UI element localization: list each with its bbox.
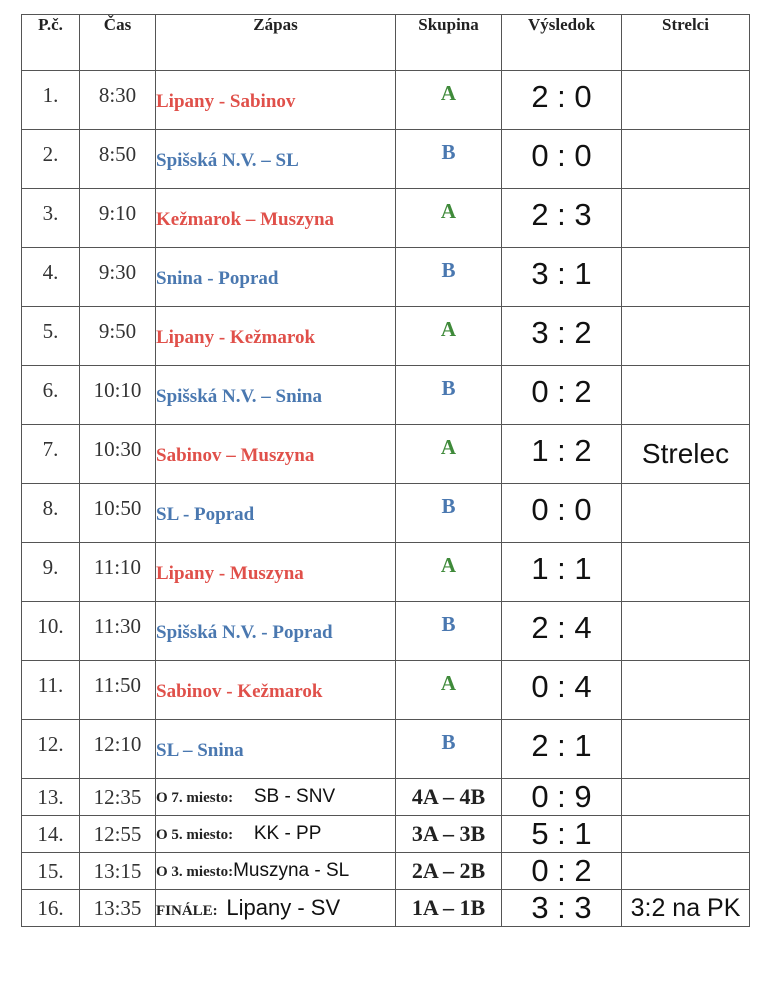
match-scorer — [622, 130, 750, 189]
match-teams: SL - Poprad — [156, 484, 396, 543]
match-group: A — [396, 307, 502, 366]
header-num: P.č. — [22, 15, 80, 71]
match-time: 12:10 — [80, 720, 156, 779]
match-result: 0 : 2 — [502, 366, 622, 425]
match-time: 11:10 — [80, 543, 156, 602]
match-teams: SL – Snina — [156, 720, 396, 779]
match-scorer — [622, 71, 750, 130]
match-number: 13. — [22, 779, 80, 816]
table-row — [22, 779, 750, 816]
match-scorer — [622, 366, 750, 425]
table-row — [22, 307, 750, 366]
match-result: 3 : 2 — [502, 307, 622, 366]
placement-teams: Muszyna - SL — [233, 860, 350, 881]
match-group: B — [396, 130, 502, 189]
match-group: 4A – 4B — [396, 779, 502, 816]
table-row — [22, 71, 750, 130]
match-number: 11. — [22, 661, 80, 720]
match-group: B — [396, 720, 502, 779]
match-scorer: 3:2 na PK — [622, 890, 750, 927]
match-scorer — [622, 189, 750, 248]
match-scorer — [622, 484, 750, 543]
match-time: 9:50 — [80, 307, 156, 366]
match-number: 8. — [22, 484, 80, 543]
match-number: 1. — [22, 71, 80, 130]
match-time: 9:30 — [80, 248, 156, 307]
match-number: 4. — [22, 248, 80, 307]
header-scorers: Strelci — [622, 15, 750, 71]
placement-label: FINÁLE: — [156, 903, 218, 919]
match-number: 12. — [22, 720, 80, 779]
schedule-body — [22, 71, 750, 927]
match-scorer — [622, 661, 750, 720]
match-group: A — [396, 543, 502, 602]
header-result: Výsledok — [502, 15, 622, 71]
match-time: 12:35 — [80, 779, 156, 816]
match-time: 10:50 — [80, 484, 156, 543]
table-row — [22, 602, 750, 661]
match-group: B — [396, 248, 502, 307]
match-time: 12:55 — [80, 816, 156, 853]
match-time: 8:50 — [80, 130, 156, 189]
match-group: 2A – 2B — [396, 853, 502, 890]
match-scorer — [622, 602, 750, 661]
placement-label: O 5. miesto: — [156, 827, 234, 843]
match-teams: Spišská N.V. – SL — [156, 130, 396, 189]
match-teams — [156, 779, 396, 816]
placement-teams: KK - PP — [253, 823, 322, 844]
match-time: 11:30 — [80, 602, 156, 661]
match-scorer: Strelec — [622, 425, 750, 484]
match-group: A — [396, 661, 502, 720]
match-result: 3 : 1 — [502, 248, 622, 307]
match-teams: Spišská N.V. - Poprad — [156, 602, 396, 661]
match-number: 14. — [22, 816, 80, 853]
match-result: 0 : 0 — [502, 484, 622, 543]
match-teams: Spišská N.V. – Snina — [156, 366, 396, 425]
match-group: 1A – 1B — [396, 890, 502, 927]
placement-teams: Lipany - SV — [226, 895, 341, 920]
placement-label: O 3. miesto: — [156, 864, 234, 880]
header-time: Čas — [80, 15, 156, 71]
match-group: B — [396, 602, 502, 661]
match-teams: Lipany - Muszyna — [156, 543, 396, 602]
match-teams: Sabinov – Muszyna — [156, 425, 396, 484]
header-match: Zápas — [156, 15, 396, 71]
table-row — [22, 661, 750, 720]
table-row — [22, 366, 750, 425]
match-teams: Sabinov - Kežmarok — [156, 661, 396, 720]
table-row — [22, 130, 750, 189]
table-row — [22, 189, 750, 248]
match-time: 13:15 — [80, 853, 156, 890]
match-group: A — [396, 425, 502, 484]
match-result: 0 : 9 — [502, 779, 622, 816]
schedule-table — [21, 14, 750, 927]
match-group: A — [396, 189, 502, 248]
match-time: 10:30 — [80, 425, 156, 484]
match-time: 8:30 — [80, 71, 156, 130]
match-time: 11:50 — [80, 661, 156, 720]
match-group: B — [396, 484, 502, 543]
match-number: 3. — [22, 189, 80, 248]
match-number: 16. — [22, 890, 80, 927]
match-scorer — [622, 307, 750, 366]
match-scorer — [622, 720, 750, 779]
match-result: 0 : 2 — [502, 853, 622, 890]
match-teams: Lipany - Kežmarok — [156, 307, 396, 366]
match-result: 2 : 3 — [502, 189, 622, 248]
table-row — [22, 484, 750, 543]
match-result: 3 : 3 — [502, 890, 622, 927]
table-row — [22, 543, 750, 602]
match-teams: Kežmarok – Muszyna — [156, 189, 396, 248]
match-time: 9:10 — [80, 189, 156, 248]
match-teams — [156, 853, 396, 890]
match-result: 0 : 4 — [502, 661, 622, 720]
match-teams: Snina - Poprad — [156, 248, 396, 307]
match-number: 2. — [22, 130, 80, 189]
match-result: 0 : 0 — [502, 130, 622, 189]
match-time: 13:35 — [80, 890, 156, 927]
match-group: A — [396, 71, 502, 130]
table-row — [22, 425, 750, 484]
header-group: Skupina — [396, 15, 502, 71]
table-row — [22, 720, 750, 779]
table-row — [22, 248, 750, 307]
match-result: 1 : 1 — [502, 543, 622, 602]
match-result: 5 : 1 — [502, 816, 622, 853]
placement-label: O 7. miesto: — [156, 790, 234, 806]
match-teams — [156, 890, 396, 927]
match-time: 10:10 — [80, 366, 156, 425]
match-number: 6. — [22, 366, 80, 425]
match-number: 7. — [22, 425, 80, 484]
match-group: B — [396, 366, 502, 425]
match-scorer — [622, 779, 750, 816]
match-result: 2 : 0 — [502, 71, 622, 130]
match-scorer — [622, 248, 750, 307]
match-result: 2 : 1 — [502, 720, 622, 779]
match-result: 1 : 2 — [502, 425, 622, 484]
match-scorer — [622, 543, 750, 602]
table-row — [22, 890, 750, 927]
match-scorer — [622, 853, 750, 890]
match-number: 5. — [22, 307, 80, 366]
match-teams — [156, 816, 396, 853]
header-row — [22, 15, 750, 71]
match-number: 9. — [22, 543, 80, 602]
match-number: 10. — [22, 602, 80, 661]
match-number: 15. — [22, 853, 80, 890]
match-group: 3A – 3B — [396, 816, 502, 853]
placement-teams: SB - SNV — [253, 786, 336, 807]
match-result: 2 : 4 — [502, 602, 622, 661]
match-scorer — [622, 816, 750, 853]
table-row — [22, 853, 750, 890]
table-row — [22, 816, 750, 853]
match-teams: Lipany - Sabinov — [156, 71, 396, 130]
